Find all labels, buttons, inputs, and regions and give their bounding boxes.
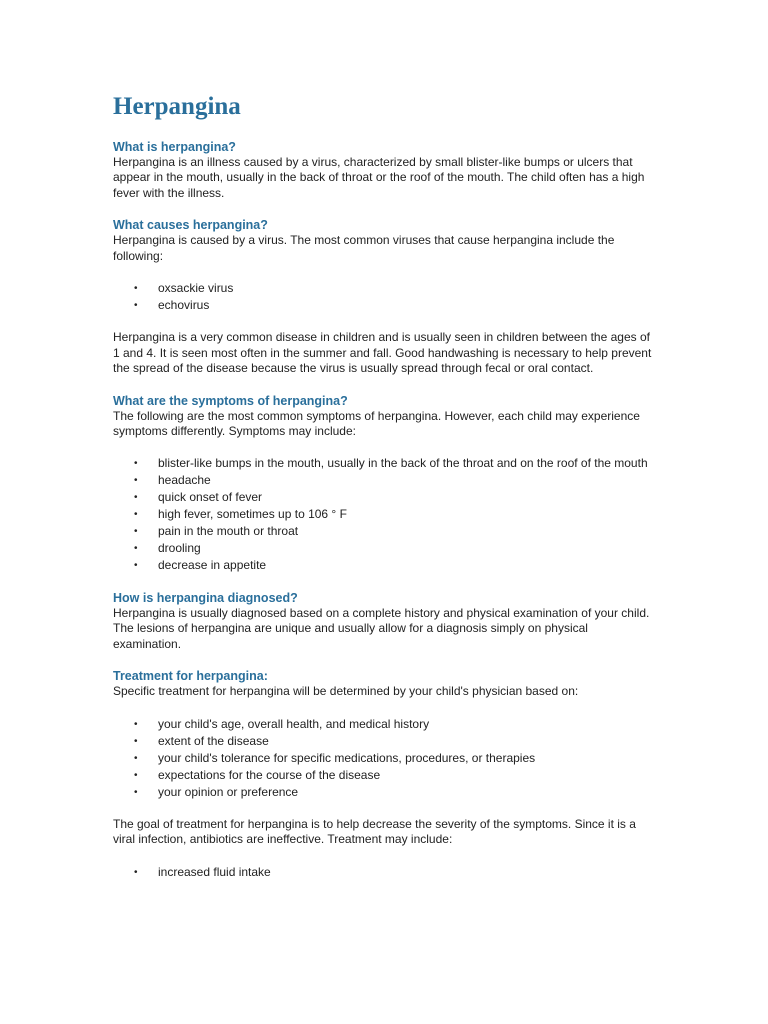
list-item-text: increased fluid intake (158, 864, 271, 879)
section-heading: Treatment for herpangina: (113, 669, 268, 684)
list-item (134, 864, 653, 880)
section-causes (113, 217, 653, 376)
list-item (134, 733, 653, 749)
section-symptoms (113, 393, 653, 574)
bullet-icon: • (134, 769, 138, 781)
bullet-icon: • (134, 458, 138, 470)
section-paragraph: The goal of treatment for herpangina is to help decrease the severity of the symptoms. Since it is a viral infection, antibiotics are ineffective. Treatment may include: (113, 816, 636, 847)
list-item-text: echovirus (158, 298, 210, 313)
list-item-text: blister-like bumps in the mouth, usually in the back of the throat and on the roof of the mouth (158, 456, 648, 471)
section-heading: How is herpangina diagnosed? (113, 590, 298, 605)
bullet-icon: • (134, 866, 138, 878)
section-paragraph: Specific treatment for herpangina will be determined by your child's physician based on: (113, 684, 579, 699)
bullet-list (113, 281, 653, 313)
list-item-text: extent of the disease (158, 733, 269, 748)
bullet-icon: • (134, 475, 138, 487)
list-item-text: your opinion or preference (158, 784, 299, 799)
section-treatment (113, 668, 653, 880)
section-heading: What are the symptoms of herpangina? (113, 393, 348, 408)
list-item-text: decrease in appetite (158, 558, 267, 573)
list-item-text: oxsackie virus (158, 281, 234, 296)
bullet-icon: • (134, 509, 138, 521)
list-item-text: drooling (158, 541, 201, 556)
list-item (134, 750, 653, 766)
document-page (113, 92, 653, 882)
bullet-icon: • (134, 718, 138, 730)
list-item-text: your child's tolerance for specific medications, procedures, or therapies (158, 750, 536, 765)
list-item-text: quick onset of fever (158, 490, 263, 505)
list-item (134, 456, 653, 471)
document-title: Herpangina (113, 93, 241, 120)
list-item (134, 524, 653, 539)
list-item (134, 473, 653, 488)
list-item (134, 784, 653, 800)
section-heading: What is herpangina? (113, 140, 236, 154)
list-item-text: your child's age, overall health, and medical history (158, 716, 430, 731)
list-item (134, 281, 653, 296)
bullet-icon: • (134, 752, 138, 764)
list-item-text: headache (158, 473, 211, 488)
bullet-icon: • (134, 492, 138, 504)
section-paragraph: Herpangina is caused by a virus. The most common viruses that cause herpangina include the following: (113, 233, 615, 263)
section-diagnosis (113, 590, 653, 652)
list-item (134, 298, 653, 313)
bullet-icon: • (134, 786, 138, 798)
bullet-list (113, 717, 653, 800)
list-item-text: expectations for the course of the disease (158, 767, 381, 782)
list-item-text: pain in the mouth or throat (158, 524, 299, 539)
bullet-icon: • (134, 300, 138, 312)
section-heading: What causes herpangina? (113, 218, 268, 233)
bullet-icon: • (134, 735, 138, 747)
bullet-icon: • (134, 526, 138, 538)
bullet-icon: • (134, 283, 138, 295)
section-paragraph: Herpangina is usually diagnosed based on a complete history and physical examination of your child. The lesions of herpangina are unique and usually allow for a diagnosis simply on physical examination. (113, 605, 650, 651)
section-paragraph: Herpangina is a very common disease in children and is usually seen in children between the ages of 1 and 4. It is seen most often in the summer and fall. Good handwashing is necessary to help prevent the spread of the disease because the virus is usually spread through fecal or oral contact. (113, 330, 652, 376)
list-item-text: high fever, sometimes up to 106 ° F (158, 507, 347, 522)
list-item (134, 490, 653, 505)
list-item (134, 716, 653, 732)
section-paragraph: The following are the most common symptoms of herpangina. However, each child may experience symptoms differently. Symptoms may include: (113, 408, 640, 439)
bullet-list (113, 865, 653, 880)
list-item (134, 541, 653, 556)
bullet-list (113, 456, 653, 573)
bullet-icon: • (134, 560, 138, 572)
section-what-is (113, 139, 653, 201)
section-paragraph: Herpangina is an illness caused by a virus, characterized by small blister-like bumps or ulcers that appear in the mouth, usually in the back of throat or the roof of the mouth. The child often has a high fever with the illness. (113, 155, 645, 200)
list-item (134, 767, 653, 783)
bullet-icon: • (134, 543, 138, 555)
list-item (134, 558, 653, 573)
list-item (134, 507, 653, 522)
